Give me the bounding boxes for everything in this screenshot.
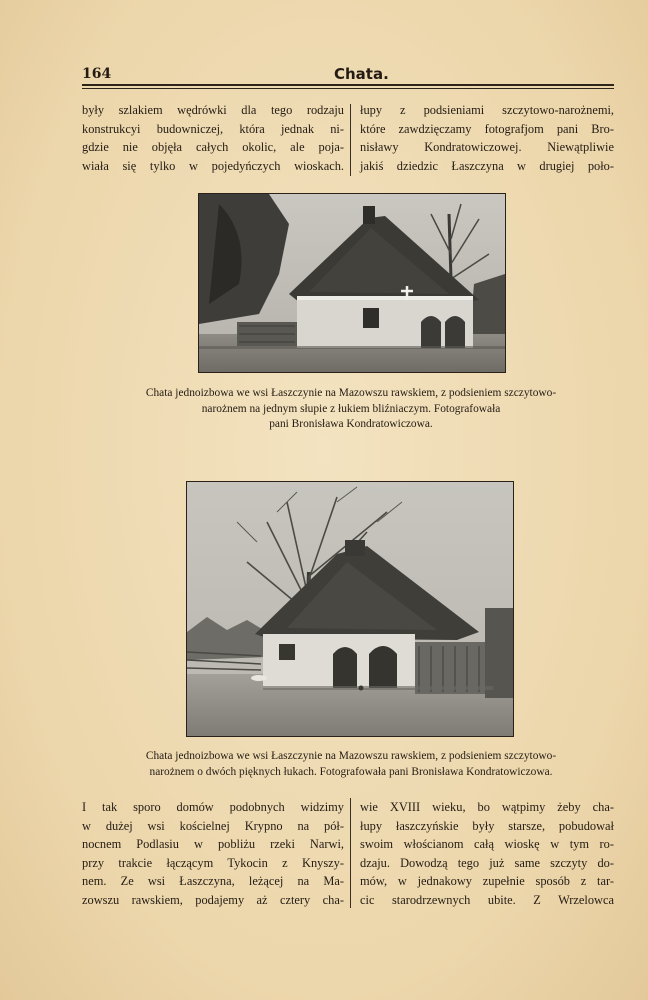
page-header: [82, 64, 614, 86]
text-line: przy trakcie łączącym Tykocin z Knyszy-: [82, 855, 344, 870]
text-line: konstrukcyi budowniczej, która jednak ni-: [82, 121, 344, 136]
text-line: I tak sporo domów podobnych widzimy: [82, 800, 344, 814]
text-line: nocnem Podlasiu w pobliżu rzeki Narwi,: [82, 837, 344, 852]
text-line: wiała się tylko w pojedyńczych wioskach.: [82, 158, 344, 173]
text-line: łupy z podsieniami szczytowo-narożnemi,: [360, 103, 614, 117]
text-line: swoim włościanom całą wioskę w tym ro-: [360, 837, 614, 852]
running-title: Chata.: [334, 65, 389, 83]
top-left-column: [82, 101, 344, 175]
bottom-right-column: [360, 798, 614, 910]
caption-line: narożnem na jednym słupie z łukiem bliźniaczym. Fotografowała: [201, 402, 501, 415]
header-rule: [82, 84, 614, 86]
photo-cottage-two-arches: [186, 481, 514, 737]
photo-cottage-one-pillar: [198, 193, 506, 373]
caption-line: Chata jednoizbowa we wsi Łaszczynie na Mazowszu rawskiem, z podsieniem szczytowo-: [145, 387, 557, 399]
column-divider: [350, 798, 351, 908]
text-line: nisławy Kondratowiczowej. Niewątpliwie: [360, 140, 614, 155]
text-line: dzaju. Dowodzą tego już same szczyty do-: [360, 855, 614, 870]
caption-line: pani Bronisława Kondratowiczowa.: [269, 418, 433, 430]
bottom-left-column: [82, 798, 344, 910]
figure2-caption: [88, 749, 614, 780]
text-line: cic starodrzewnych ubite. Z Wrzelowca: [360, 892, 614, 907]
header-rule-thin: [82, 88, 614, 89]
top-right-column: [360, 101, 614, 175]
text-line: łupy łaszczyńskie były starsze, pobudował: [360, 818, 614, 833]
text-line: w dużej wsi kościelnej Krypno na pół-: [82, 818, 344, 833]
text-line: gdzie nie objęła całych okolic, ale poja-: [82, 140, 344, 155]
text-line: były szlakiem wędrówki dla tego rodzaju: [82, 103, 344, 117]
caption-line: Chata jednoizbowa we wsi Łaszczynie na Mazowszu rawskiem, z podsieniem szczytowo-: [145, 750, 557, 762]
text-line: które zawdzięczamy fotografjom pani Bro-: [360, 121, 614, 136]
page-number: 164: [82, 66, 112, 82]
caption-line: narożnem o dwóch pięknych łukach. Fotografowała pani Bronisława Kondratowiczowa.: [149, 765, 553, 778]
column-divider: [350, 104, 351, 176]
text-line: nem. Ze wsi Łaszczyna, leżącej na Ma-: [82, 874, 344, 889]
figure1-caption: [96, 386, 606, 433]
text-line: mów, w jednakowy zupełnie sposób z tar-: [360, 874, 614, 889]
text-line: zowszu rawskiem, podajemy aż cztery cha-: [82, 892, 344, 907]
text-line: wie XVIII wieku, bo wątpimy żeby cha-: [360, 800, 614, 814]
text-line last: jakiś dziedzic Łaszczyna w drugiej poło-: [360, 158, 614, 173]
